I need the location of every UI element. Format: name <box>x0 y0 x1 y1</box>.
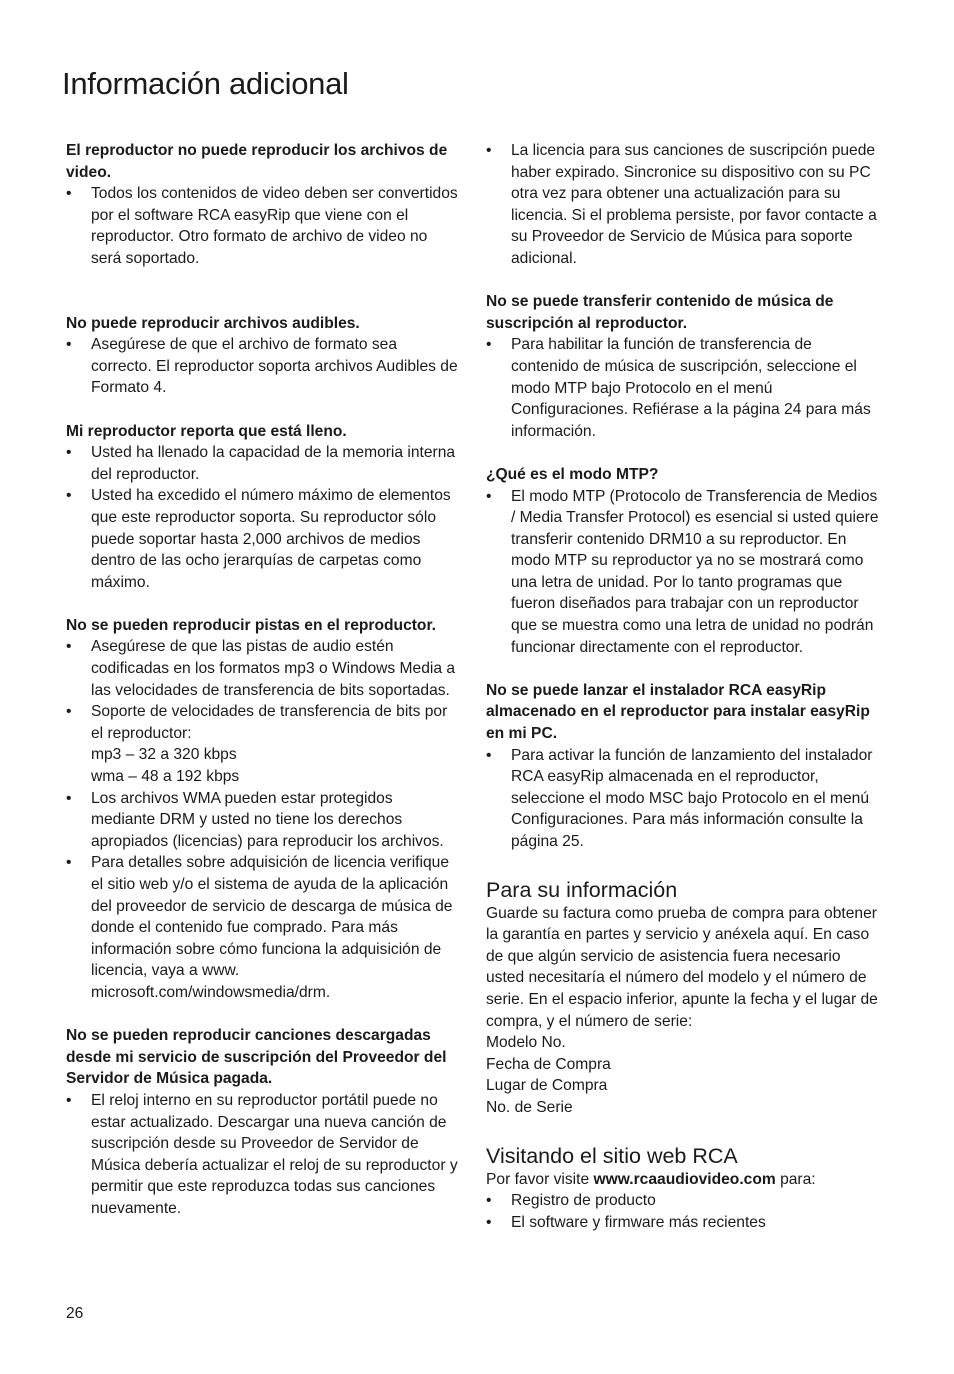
web-intro-prefix: Por favor visite <box>486 1170 594 1188</box>
bullet-item <box>66 701 458 787</box>
bullet-item: • La licencia para sus canciones de suscripción puede haber expirado. Sincronice su dispositivo con su PC otra vez para obtener una actualización para su licencia. Si el problema persiste, por favor contacte a su Proveedor de Servicio de Música para soporte adicional. <box>486 140 880 270</box>
info-body: Guarde su factura como prueba de compra para obtener la garantía en partes y servicio y anéxela aquí. En caso de que algún servicio de asistencia fuera necesario usted necesitaría el número del modelo y el número de serie. En el espacio inferior, apunte la fecha y el lugar de compra, y el número de serie: <box>486 904 878 1030</box>
bullet-item: • Usted ha excedido el número máximo de elementos que este reproductor soporta. Su reproductor sólo puede soportar hasta 2,000 archivos de medios dentro de las ocho jerarquías de carpetas como máximo. <box>66 485 458 593</box>
web-heading: Visitando el sitio web RCA <box>486 1143 738 1168</box>
section-video-playback <box>66 140 458 270</box>
bullet-item: • El reloj interno en su reproductor portátil puede no estar actualizado. Descargar una nueva canción de suscripción desde su Proveedor de Servidor de Música debería actualizar el reloj de su reproductor y permitir que este reproduzca todas sus canciones nuevamente. <box>66 1090 458 1220</box>
right-column <box>486 140 880 1233</box>
bullet-item: • Usted ha llenado la capacidad de la memoria interna del reproductor. <box>66 442 458 485</box>
section-subscription-songs <box>66 1025 458 1219</box>
section-audible <box>66 313 458 399</box>
section-player-full <box>66 421 458 594</box>
page-title: Información adicional <box>62 66 349 101</box>
bullet-list <box>486 486 880 659</box>
bullet-item: • El modo MTP (Protocolo de Transferencia de Medios / Media Transfer Protocol) es esencial si usted quiere transferir contenido DRM10 a su reproductor. En modo MTP su reproductor ya no se mostrará como una letra de unidad. Por lo tanto programas que fueron diseñados para trabajar con un reproductor que se muestra como una letra de unidad no podrán funcionar directamente con el reproductor. <box>486 486 880 659</box>
field-serial: No. de Serie <box>486 1098 573 1116</box>
section-heading: No se pueden reproducir canciones descargadas desde mi servicio de suscripción del Proveedor del Servidor de Música pagada. <box>66 1027 447 1088</box>
bullet-list <box>486 745 880 853</box>
bullet-item: • Para habilitar la función de transferencia de contenido de música de suscripción, seleccione el modo MTP bajo Protocolo en el menú Configuraciones. Refiérase a la página 24 para más información. <box>486 334 880 442</box>
section-easyrip <box>486 680 880 853</box>
bullet-list <box>66 442 458 593</box>
bullet-item: • Los archivos WMA pueden estar protegidos mediante DRM y usted no tiene los derechos apropiados (licencias) para reproducir los archivos. <box>66 788 458 853</box>
bullet-list <box>66 1090 458 1220</box>
bullet-list <box>66 334 458 399</box>
section-transfer <box>486 291 880 442</box>
field-purchase-place: Lugar de Compra <box>486 1077 608 1095</box>
page-number: 26 <box>66 1305 84 1322</box>
section-heading: No se puede transferir contenido de música de suscripción al reproductor. <box>486 293 834 332</box>
bullet-list <box>486 140 880 270</box>
section-heading: No se puede lanzar el instalador RCA easyRip almacenado en el reproductor para instalar easyRip en mi PC. <box>486 681 870 743</box>
bullet-item: • Registro de producto <box>486 1190 880 1212</box>
bullet-item: • Todos los contenidos de video deben ser convertidos por el software RCA easyRip que viene con el reproductor. Otro formato de archivo de video no será soportado. <box>66 183 458 269</box>
section-website <box>486 1143 880 1234</box>
section-license <box>486 140 880 270</box>
section-tracks <box>66 615 458 1004</box>
web-intro-suffix: para: <box>775 1170 816 1188</box>
bitrate-mp3: mp3 – 32 a 320 kbps <box>91 746 237 764</box>
bitrate-wma: wma – 48 a 192 kbps <box>91 768 240 786</box>
web-intro <box>486 1169 880 1191</box>
bullet-list <box>486 334 880 442</box>
section-heading: No puede reproducir archivos audibles. <box>66 314 360 332</box>
section-info <box>486 877 880 1119</box>
section-heading: No se pueden reproducir pistas en el reproductor. <box>66 616 437 634</box>
section-heading: ¿Qué es el modo MTP? <box>486 465 659 483</box>
bullet-list <box>486 1190 880 1233</box>
field-model: Modelo No. <box>486 1034 566 1052</box>
bullet-item: • El software y firmware más recientes <box>486 1212 880 1234</box>
bullet-list <box>66 636 458 1003</box>
section-heading: Mi reproductor reporta que está lleno. <box>66 422 347 440</box>
field-purchase-date: Fecha de Compra <box>486 1055 611 1073</box>
bullet-text: Soporte de velocidades de transferencia de bits por el reproductor: <box>91 703 448 742</box>
bullet-item: • Asegúrese de que el archivo de formato sea correcto. El reproductor soporta archivos Audibles de Formato 4. <box>66 334 458 399</box>
bullet-item: • Para detalles sobre adquisición de licencia verifique el sitio web y/o el sistema de ayuda de la aplicación del proveedor de servicio de descarga de música de donde el contenido fue comprado. Para más información sobre cómo funciona la adquisición de licencia, vaya a www. microsoft.com/windowsmedia/drm. <box>66 852 458 1003</box>
section-mtp <box>486 464 880 658</box>
web-url-link[interactable]: www.rcaaudiovideo.com <box>593 1170 776 1188</box>
section-heading: El reproductor no puede reproducir los archivos de video. <box>66 142 448 181</box>
bullet-item: • Para activar la función de lanzamiento del instalador RCA easyRip almacenada en el reproductor, seleccione el modo MSC bajo Protocolo en el menú Configuraciones. Para más información consulte la página 25. <box>486 745 880 853</box>
bullet-item: • Asegúrese de que las pistas de audio estén codificadas en los formatos mp3 o Windows Media a las velocidades de transferencia de bits soportadas. <box>66 636 458 701</box>
left-column <box>66 140 458 1220</box>
bullet-list <box>66 183 458 269</box>
info-heading: Para su información <box>486 877 678 902</box>
